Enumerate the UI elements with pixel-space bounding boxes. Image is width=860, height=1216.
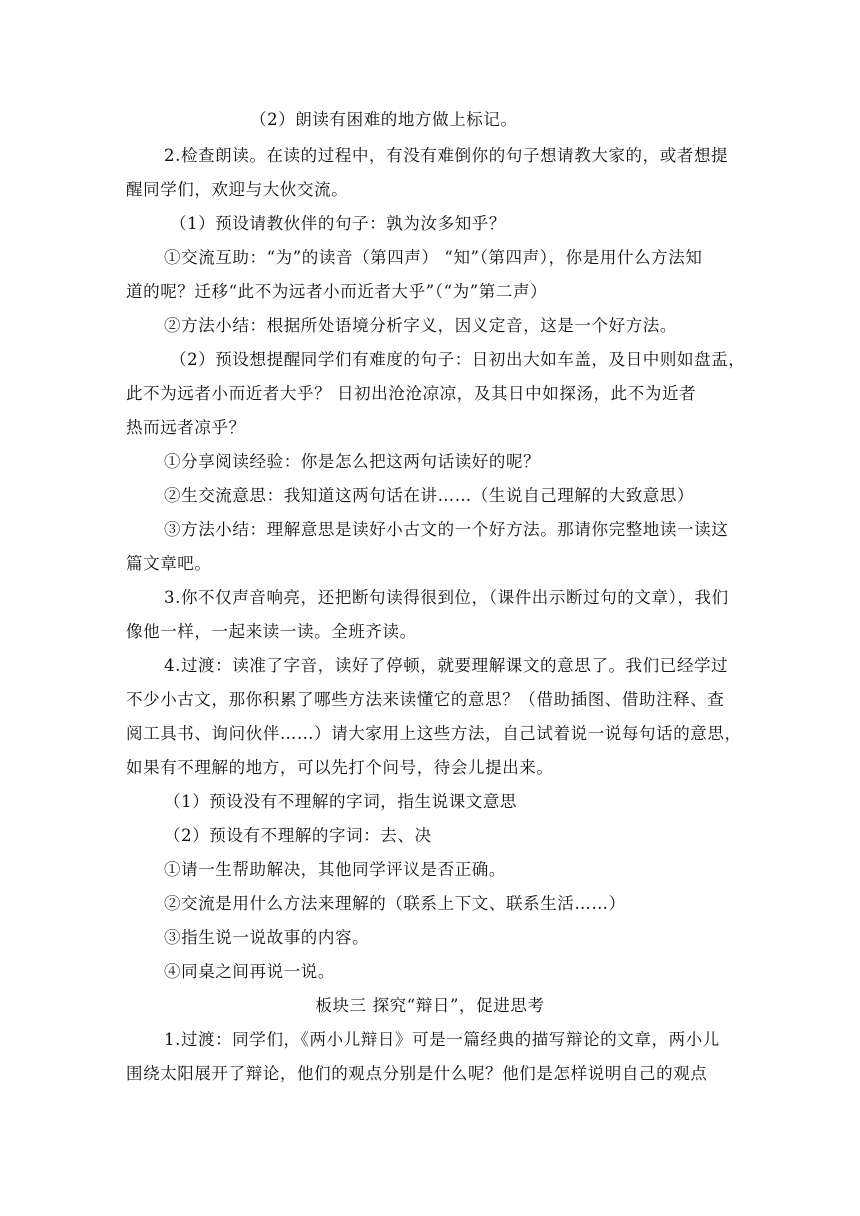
text-line-3: 醒同学们，欢迎与大伙交流。 [126,180,349,199]
text-line-11: ①分享阅读经验：你是怎么把这两句话读好的呢？ [164,452,541,471]
text-line-18: 不少小古文，那你积累了哪些方法来读懂它的意思？（借助插图、借助注释、查 [126,690,725,709]
text-line-1: （2）朗读有困难的地方做上标记。 [250,110,518,129]
text-line-22: （2）预设有不理解的字词：去、决 [164,826,432,845]
text-line-26: ④同桌之间再说一说。 [164,962,335,981]
text-line-8: （2）预设想提醒同学们有难度的句子：日初出大如车盖，及日中则如盘盂， [170,350,746,369]
text-line-25: ③指生说一说故事的内容。 [164,928,370,947]
text-line-12: ②生交流意思：我知道这两句话在讲……（生说自己理解的大致意思） [164,486,695,505]
text-line-17: 4.过渡：读准了字音，读好了停顿，就要理解课文的意思了。我们已经学过 [164,656,729,675]
text-line-9: 此不为远者小而近者大乎？ 日初出沧沧凉凉，及其日中如探汤，此不为近者 [126,384,697,403]
section-heading: 板块三 探究“辩日”，促进思考 [315,996,545,1015]
text-line-7: ②方法小结：根据所处语境分析字义，因义定音，这是一个好方法。 [164,316,677,335]
text-line-28: 1.过渡：同学们，《两小儿辩日》可是一篇经典的描写辩论的文章，两小儿 [164,1030,720,1049]
text-line-4: （1）预设请教伙伴的句子：孰为汝多知乎？ [170,214,506,233]
text-line-15: 3.你不仅声音响亮，还把断句读得很到位，（课件出示断过句的文章），我们 [164,588,729,607]
text-line-10: 热而远者凉乎？ [126,418,246,437]
text-line-14: 篇文章吧。 [126,554,212,573]
text-line-24: ②交流是用什么方法来理解的（联系上下文、联系生活……） [164,894,626,913]
text-line-13: ③方法小结：理解意思是读好小古文的一个好方法。那请你完整地读一读这 [164,520,729,539]
text-line-19: 阅工具书、询问伙伴……）请大家用上这些方法，自己试着说一说每句话的意思， [126,724,742,743]
text-line-6: 道的呢？迁移“此不为远者小而近者大乎”（“为”第二声） [126,282,548,301]
text-line-5: ①交流互助：“为”的读音（第四声） “知”（第四声），你是用什么方法知 [164,248,703,267]
text-line-23: ①请一生帮助解决，其他同学评议是否正确。 [164,860,506,879]
text-line-16: 像他一样，一起来读一读。全班齐读。 [126,622,417,641]
text-line-29: 围绕太阳展开了辩论，他们的观点分别是什么呢？他们是怎样说明自己的观点 [126,1064,708,1083]
text-line-21: （1）预设没有不理解的字词，指生说课文意思 [164,792,518,811]
text-line-2: 2.检查朗读。在读的过程中，有没有难倒你的句子想请教大家的，或者想提 [164,146,729,165]
text-line-20: 如果有不理解的地方，可以先打个问号，待会儿提出来。 [126,758,554,777]
